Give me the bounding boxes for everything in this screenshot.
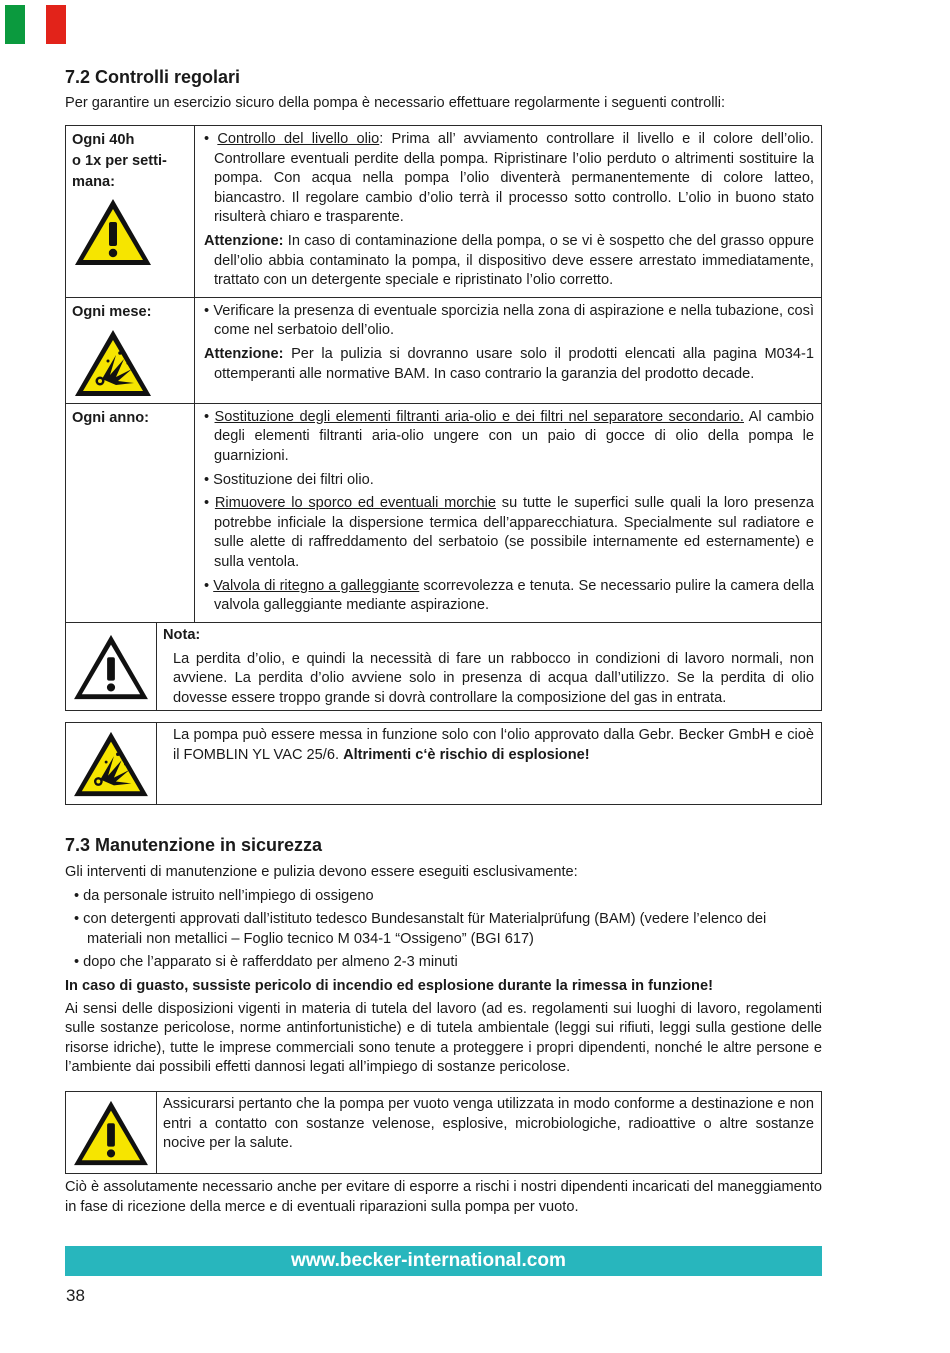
note-icon-cell [66, 623, 157, 710]
underlined-term: Valvola di ritegno a galleggiante [213, 577, 420, 594]
row-40h [66, 126, 822, 298]
section-intro: Per garantire un esercizio sicuro della pompa è necessario effettuare regolarmente i seguenti controlli: [65, 95, 726, 111]
label-line: mana: [72, 174, 115, 190]
explosion-triangle-icon [71, 729, 151, 799]
bullet-item: • Sostituzione degli elementi filtranti aria-olio e dei filtri nel separatore secondario. Al cambio degli elementi filtranti aria-olio ungere con un paio di gocce di olio della pompa le guarnizioni. [204, 408, 815, 464]
fire-warning: In caso di guasto, sussiste pericolo di incendio ed esplosione durante la rimessa in funzione! [65, 977, 713, 994]
section-7-3 [65, 834, 822, 1078]
bullet-item: • Valvola di ritegno a galleggiante scorrevolezza e tenuta. Se necessario pulire la camera della valvola galleggiante mediante aspirazione. [204, 577, 814, 614]
bullet-item: • Verificare la presenza di eventuale sporcizia nella zona di aspirazione e nella tubazione, così come nel serbatoio dell’olio. [204, 302, 814, 339]
flag-red [46, 5, 66, 44]
list-item-text: dopo che l’apparato si è rafferddato per almeno 2-3 minuti [83, 954, 458, 971]
warning-triangle-icon [71, 1098, 151, 1168]
list-item: • dopo che l’apparato si è rafferddato per almeno 2-3 minuti [74, 954, 458, 971]
section-intro: Gli interventi di manutenzione e pulizia devono essere eseguiti esclusivamente: [65, 864, 578, 880]
bullet-item: • Rimuovere lo sporco ed eventuali morchie su tutte le superfici sulle quali la loro presenza potrebbe inficiale la dispersione termica dell’apparecchiatura. Specialmente sul radiatore e sulle alette di raffreddamento del serbatoio (se possibile internamente ed esternamente) e sulla ventola. [204, 495, 815, 570]
bullet-text: Verificare la presenza di eventuale sporcizia nella zona di aspirazione e nella tubazione, così come nel serbatoio dell’olio. [213, 302, 814, 339]
explosion-warning: Altrimenti c‘è rischio di esplosione! [343, 746, 590, 763]
bullet-text: Al cambio degli elementi filtranti aria-olio ungere con un paio di gocce di olio della pompa le guarnizioni. [214, 408, 815, 464]
website-link[interactable]: www.becker-international.com [291, 1250, 566, 1271]
warning-triangle-icon [71, 632, 151, 702]
list-item-text: da personale istruito nell’impiego di ossigeno [83, 887, 374, 904]
bullet-item: • Controllo del livello olio: Prima all’ avviamento controllare il livello e il colore dell’olio. Controllare eventuali perdite della pompa. Ripristinare l’olio perduto o altrimenti sostituire la pompa. Con acqua nella pompa l’olio diventerà permanentemente di colore latteo, biancastro. Il regolare cambio d’olio terrà il processo sotto controllo. L’olio in buono stato risulterà chiaro e trasparente. [204, 131, 814, 226]
page-number: 38 [66, 1286, 85, 1305]
attention-label: Attenzione: [204, 345, 284, 362]
row-content-cell [195, 403, 822, 622]
attention-text: In caso di contaminazione della pompa, o se vi è sospetto che del grasso oppure dell’olio abbia contaminato la pompa, il dispositivo deve essere arrestato immediatamente, trattato con un detergente speciale e ripristinato l’olio corretto. [214, 232, 814, 289]
note-content [157, 623, 821, 710]
warning-triangle-icon [72, 196, 154, 268]
hazard-icon-cell [66, 1092, 157, 1173]
attention-note [204, 232, 814, 291]
bullet-item: • Sostituzione dei filtri olio. [204, 471, 374, 488]
section-heading: 7.3 Manutenzione in sicurezza [65, 835, 323, 855]
bullet-text: scorrevolezza e tenuta. Se necessario pulire la camera della valvola galleggiante mediante aspirazione. [214, 577, 814, 614]
underlined-term: Rimuovere lo sporco ed eventuali morchie [214, 495, 497, 512]
explosion-text: La pompa può essere messa in funzione solo con l‘olio approvato dalla Gebr. Becker GmbH e cioè il FOMBLIN YL VAC 25/6. [173, 727, 814, 763]
flag-green [5, 5, 25, 44]
explosion-icon-cell [66, 723, 157, 804]
italian-flag [5, 5, 66, 44]
label-line: Ogni anno: [72, 409, 150, 426]
bullet-text: Sostituzione dei filtri olio. [213, 471, 374, 488]
row-yearly [66, 403, 822, 622]
attention-text: Per la pulizia si dovranno usare solo il prodotti elencati alla pagina M034-1 ottemperanti alle normative BAM. In caso contrario la garanzia del prodotto decade. [214, 345, 814, 382]
underlined-term: Controllo del livello olio [217, 131, 380, 147]
explosion-content [157, 723, 821, 804]
attention-label: Attenzione: [204, 232, 284, 249]
underlined-term: Sostituzione degli elementi filtranti aria-olio e dei filtri nel separatore secondario. [214, 408, 744, 425]
hazard-content: Assicurarsi pertanto che la pompa per vuoto venga utilizzata in modo conforme a destinazione e non entri a contatto con sostanze velenose, esplosive, microbiologiche, radioattive o altre sostanze nocive per la salute. [163, 1096, 814, 1152]
section-7-2 [65, 66, 822, 114]
bullet-text: : Prima all’ avviamento controllare il livello e il colore dell’olio. Controllare eventuali perdite della pompa. Ripristinare l’olio perduto o altrimenti sostituire la pompa. Con acqua nella pompa l’olio diventerà permanentemente di colore latteo, biancastro. Il regolare cambio d’olio terrà il processo sotto controllo. L’olio in buono stato risulterà chiaro e trasparente. [214, 131, 814, 226]
explosion-risk-box [65, 722, 822, 805]
controls-table-wrapper [65, 125, 822, 623]
controls-table [65, 125, 822, 623]
note-text: La perdita d’olio, e quindi la necessità di fare un rabbocco in condizioni di lavoro normali, non avviene. La perdita d’olio avviene solo in presenza di acqua dall’utilizzo. Se la perdita di olio dovesse essere troppo grande si dovrà controllare la composizione del gas in entrata. [173, 650, 814, 706]
closing-wrapper [65, 1178, 822, 1217]
label-line: Ogni 40h [72, 132, 135, 148]
flag-white [25, 5, 45, 44]
section-heading: 7.2 Controlli regolari [65, 67, 241, 87]
requirements-list [65, 887, 822, 973]
row-content-cell [195, 297, 822, 403]
list-item-text: con detergenti approvati dall’istituto tedesco Bundesanstalt für Materialprüfung (BAM) (vedere l’elenco dei materiali non metallici – Foglio tecnico M 034-1 “Ossigeno” (BGI 617) [83, 911, 767, 947]
list-item: • con detergenti approvati dall’istituto tedesco Bundesanstalt für Materialprüfung (BAM) (vedere l’elenco dei materiali non metallici – Foglio tecnico M 034-1 “Ossigeno” (BGI 617) [74, 911, 767, 947]
website-bar [65, 1246, 822, 1276]
row-content-cell [195, 126, 822, 298]
legal-paragraph: Ai sensi delle disposizioni vigenti in materia di tutela del lavoro (ad es. regolamenti sui luoghi di lavoro, regolamenti sulle sostanze pericolose, norme antinfortunistiche) e di tutela ambientale (leggi sui rifiuti, leggi sulla gestione delle risorse idriche), tutte le imprese commerciali sono tenute a proteggere i propri dipendenti, nonché le altre persone e l’ambiente dai possibili effetti dannosi legati all’impiego di sostanze pericolose. [65, 1000, 822, 1076]
list-item: • da personale istruito nell’impiego di ossigeno [74, 887, 374, 904]
bullet-text: su tutte le superfici sulle quali la loro presenza potrebbe inficiale la dispersione termica dell’apparecchiatura. Specialmente sul radiatore e sulle alette di raffreddamento del serbatoio (se possibile internamente ed esternamente) e sulla ventola. [214, 495, 815, 570]
row-label-cell [66, 297, 195, 403]
row-label-cell [66, 403, 195, 622]
note-box [65, 622, 822, 711]
label-line: o 1x per setti- [72, 153, 167, 169]
note-label: Nota: [163, 627, 201, 643]
row-monthly [66, 297, 822, 403]
hazard-box [65, 1091, 822, 1174]
explosion-triangle-icon [72, 327, 154, 399]
row-label-cell [66, 126, 195, 298]
label-line: Ogni mese: [72, 303, 152, 320]
attention-note [204, 345, 814, 384]
closing-paragraph: Ciò è assolutamente necessario anche per evitare di esporre a rischi i nostri dipendenti incaricati del maneggiamento in fase di ricezione della merce e di eventuali riparazioni sulla pompa per vuoto. [65, 1179, 822, 1215]
